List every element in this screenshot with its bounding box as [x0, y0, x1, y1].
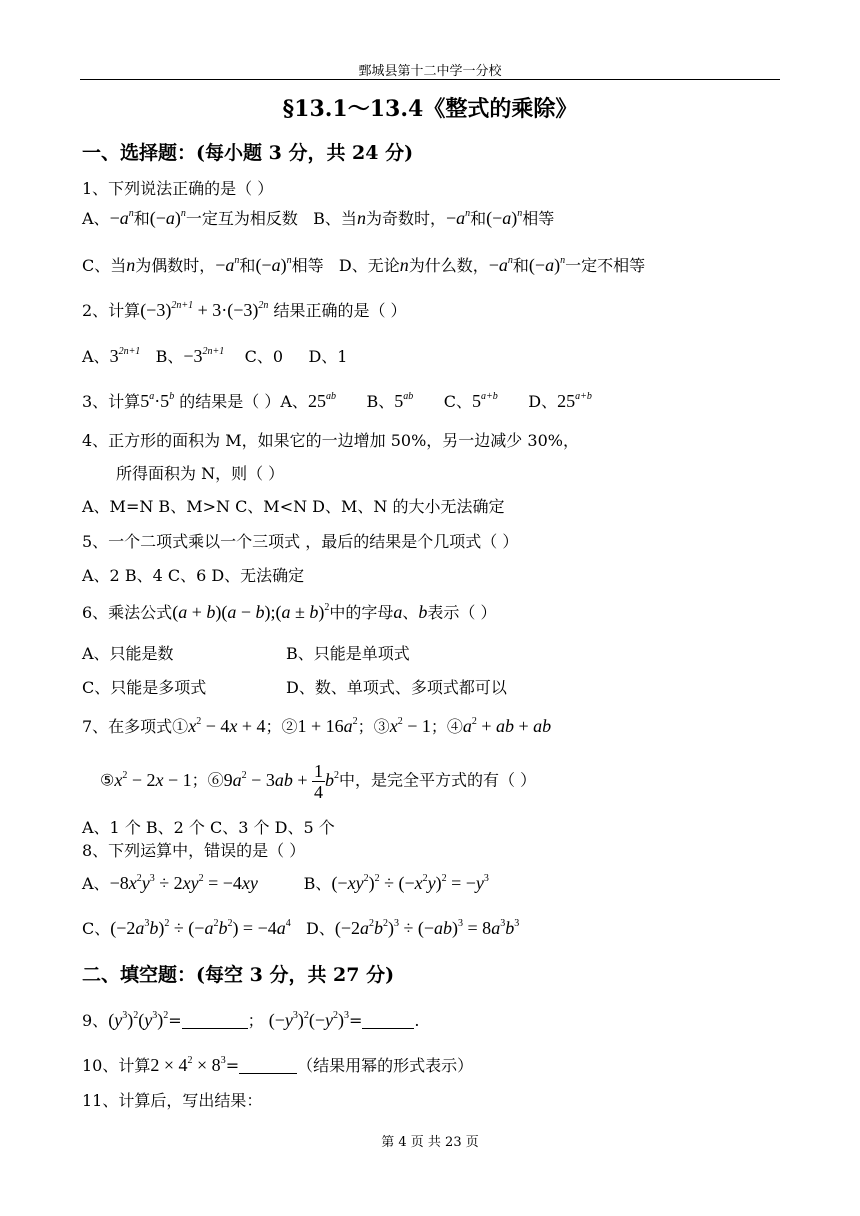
q8-formula-a: $-8x^2y^3 \div 2xy^2 = -4xy$: [109, 873, 258, 893]
q9-answer-blank-2[interactable]: [362, 1012, 414, 1029]
q3-option-d: D、: [528, 392, 558, 411]
q7-sep-5: ⑤: [100, 770, 115, 790]
q2-option-c: C、0: [244, 347, 284, 366]
q10-equals: =: [225, 1056, 240, 1075]
q8-formula-c: $(-2a^3b)^2 \div (-a^2b^2) = -4a^4$: [110, 918, 291, 938]
question-4-options: A、M=N B、M>N C、M<N D、M、N 的大小无法确定: [82, 497, 505, 516]
q7-poly-6: $9a^2 - 3ab$ + $\frac{1}{4}$ $b^2$: [223, 761, 339, 802]
q3-option-b: B、: [366, 392, 395, 411]
q3-option-c: C、: [443, 392, 472, 411]
q1-option-b-text: 为奇数时，: [365, 209, 446, 228]
q1-option-c-label: C、当: [82, 256, 127, 275]
q1-formula: $(-a)^n$: [149, 208, 186, 228]
q10-formula: $2 \times 4^2 \times 8^3$: [150, 1055, 226, 1075]
q3-formula: $5^{a+b}$: [471, 391, 498, 411]
q1-option-d-label: D、无论: [338, 256, 400, 275]
q8-formula-b: $(-xy^2)^2 \div (-x^2y)^2 = -y^3$: [331, 873, 489, 893]
question-1-line-ab: [82, 206, 554, 229]
q1-formula: $-a^n$: [445, 208, 471, 228]
q1-option-c-tail: 相等: [291, 256, 324, 275]
q7-suffix: 中，是完全平方式的有（ ）: [338, 770, 537, 790]
q2-prefix: 2、计算: [82, 301, 141, 320]
q6-option-c: C、只能是多项式: [82, 678, 207, 697]
q7-poly-3: $x^2 - 1$: [389, 716, 431, 736]
question-2-options: [82, 344, 347, 367]
question-8-line-cd: [82, 916, 519, 939]
question-5-options: A、2 B、4 C、6 D、无法确定: [82, 566, 305, 585]
q9-formula-2: $(-y^3)^2(-y^2)^3$: [268, 1010, 350, 1030]
q1-option-d-text: 为什么数，: [408, 256, 489, 275]
q3-prefix: 3、计算: [82, 392, 141, 411]
q7-fraction: $\frac{1}{4}$: [313, 761, 323, 802]
q3-formula: $25^{ab}$: [307, 391, 336, 411]
q1-var-n: n: [356, 208, 366, 228]
question-7-line-2: [100, 761, 536, 802]
q2-formula: $(-3)^{2n+1} + 3\cdot(-3)^{2n}$: [140, 300, 269, 320]
question-4-line-1: 4、正方形的面积为 M，如果它的一边增加 50%，另一边减少 30%，: [82, 431, 579, 450]
q2-option-b: B、: [155, 347, 184, 366]
question-7-line-1: [82, 714, 551, 737]
q6-option-a: A、只能是数: [82, 644, 174, 663]
section-choice-heading: 一、选择题：(每小题 3 分，共 24 分): [82, 142, 414, 164]
question-6-stem: [82, 600, 497, 623]
q1-option-c-text: 为偶数时，: [135, 256, 216, 275]
question-2-stem: [82, 298, 407, 321]
page-header: 鄄城县第十二中学一分校: [358, 64, 502, 79]
q2-formula: $-3^{2n+1}$: [183, 346, 225, 366]
section-fill-heading: 二、填空题：(每空 3 分，共 27 分): [82, 964, 395, 986]
question-4-line-2: 所得面积为 N，则（ ）: [116, 464, 285, 483]
q8-formula-d: $(-2a^2b^2)^3 \div (-ab)^3 = 8a^3b^3$: [334, 918, 520, 938]
q9-answer-blank-1[interactable]: [182, 1012, 248, 1029]
q6-option-b: B、只能是单项式: [286, 644, 410, 663]
q7-sep-4: ；④: [430, 717, 463, 736]
q1-formula: $-a^n$: [215, 255, 240, 275]
q2-suffix: 结果正确的是（ ）: [273, 301, 407, 320]
q7-sep-2: ；②: [265, 717, 298, 736]
q6-option-d: D、数、单项式、多项式都可以: [286, 678, 507, 697]
q6-prefix: 6、乘法公式: [82, 603, 173, 622]
q6-var-b: b: [418, 602, 428, 622]
question-8-stem: 8、下列运算中，错误的是（ ）: [82, 841, 306, 860]
q1-and: 和: [133, 209, 150, 228]
q9-separator: ；: [247, 1011, 264, 1030]
q6-separator: 、: [402, 603, 419, 622]
q8-option-c: C、: [82, 919, 111, 938]
q9-end: .: [414, 1011, 420, 1030]
q6-suffix: 表示（ ）: [427, 603, 497, 622]
question-11-stem: 11、计算后，写出结果：: [82, 1091, 263, 1110]
q1-option-b-label: B、当: [313, 209, 357, 228]
question-5-stem: 5、一个二项式乘以一个三项式 ，最后的结果是个几项式（ ）: [82, 532, 519, 551]
q1-and: 和: [239, 256, 256, 275]
q10-suffix: （结果用幂的形式表示）: [297, 1056, 474, 1075]
q7-sep-3: ；③: [357, 717, 390, 736]
q8-option-a: A、: [82, 874, 110, 893]
q6-var-a: a: [393, 602, 403, 622]
header-rule: [80, 79, 780, 80]
question-8-line-ab: [82, 871, 489, 894]
q7-poly-2: $1 + 16a^2$: [297, 716, 358, 736]
q3-formula: $5^a\cdot 5^b$: [140, 391, 175, 411]
q1-formula: $(-a)^n$: [255, 255, 292, 275]
q1-option-d-tail: 一定不相等: [565, 256, 646, 275]
question-7-options: A、1 个 B、2 个 C、3 个 D、5 个: [82, 818, 335, 837]
question-3: [82, 389, 592, 412]
q1-option-a-text: 一定互为相反数: [185, 209, 298, 228]
q7-poly-1: $x^2 - 4x + 4$: [188, 716, 266, 736]
q7-poly-4: $a^2$ + ab + ab: [462, 716, 552, 736]
q1-formula: $(-a)^n$: [528, 255, 566, 275]
question-9: [82, 1008, 420, 1031]
q8-option-b: B、: [303, 874, 332, 893]
q1-formula: $(-a)^n$: [486, 208, 523, 228]
q1-option-b-tail: 相等: [522, 209, 555, 228]
q1-formula: $-a^n$: [488, 255, 513, 275]
q3-formula: $5^{ab}$: [394, 391, 414, 411]
q3-formula: $25^{a+b}$: [557, 391, 592, 411]
q1-and: 和: [470, 209, 487, 228]
q7-poly-5: $x^2 - 2x - 1$: [114, 769, 192, 790]
page-footer: 第 4 页 共 23 页: [381, 1135, 479, 1150]
q2-option-d: D、1: [308, 347, 348, 366]
q1-formula: $-a^n$: [109, 208, 134, 228]
q10-prefix: 10、计算: [82, 1056, 151, 1075]
q1-var-n: n: [399, 255, 409, 275]
q6-formula: (a + b)(a − b);(a ± b)$^2$: [172, 602, 330, 622]
q6-middle: 中的字母: [329, 603, 394, 622]
q2-formula: $3^{2n+1}$: [109, 346, 141, 366]
q9-equals-1: =: [168, 1011, 182, 1030]
q3-option-a-label: 的结果是（ ）A、: [179, 392, 308, 411]
q7-sep-6: ；⑥: [191, 770, 224, 790]
q1-var-n: n: [126, 255, 136, 275]
q9-prefix: 9、: [82, 1011, 109, 1030]
q2-option-a: A、: [82, 347, 110, 366]
question-1-line-cd: [82, 253, 645, 276]
question-10: [82, 1053, 473, 1076]
q1-and: 和: [512, 256, 529, 275]
q9-equals-2: =: [349, 1011, 363, 1030]
q8-option-d: D、: [306, 919, 335, 938]
question-1-stem: 1、下列说法正确的是（ ）: [82, 179, 274, 198]
q10-answer-blank[interactable]: [239, 1057, 297, 1074]
q9-formula-1: $(y^3)^2(y^3)^2$: [108, 1010, 169, 1030]
q1-option-a-label: A、: [82, 209, 110, 228]
q7-prefix: 7、在多项式①: [82, 717, 189, 736]
page-title: §13.1～13.4《整式的乘除》: [282, 96, 578, 122]
